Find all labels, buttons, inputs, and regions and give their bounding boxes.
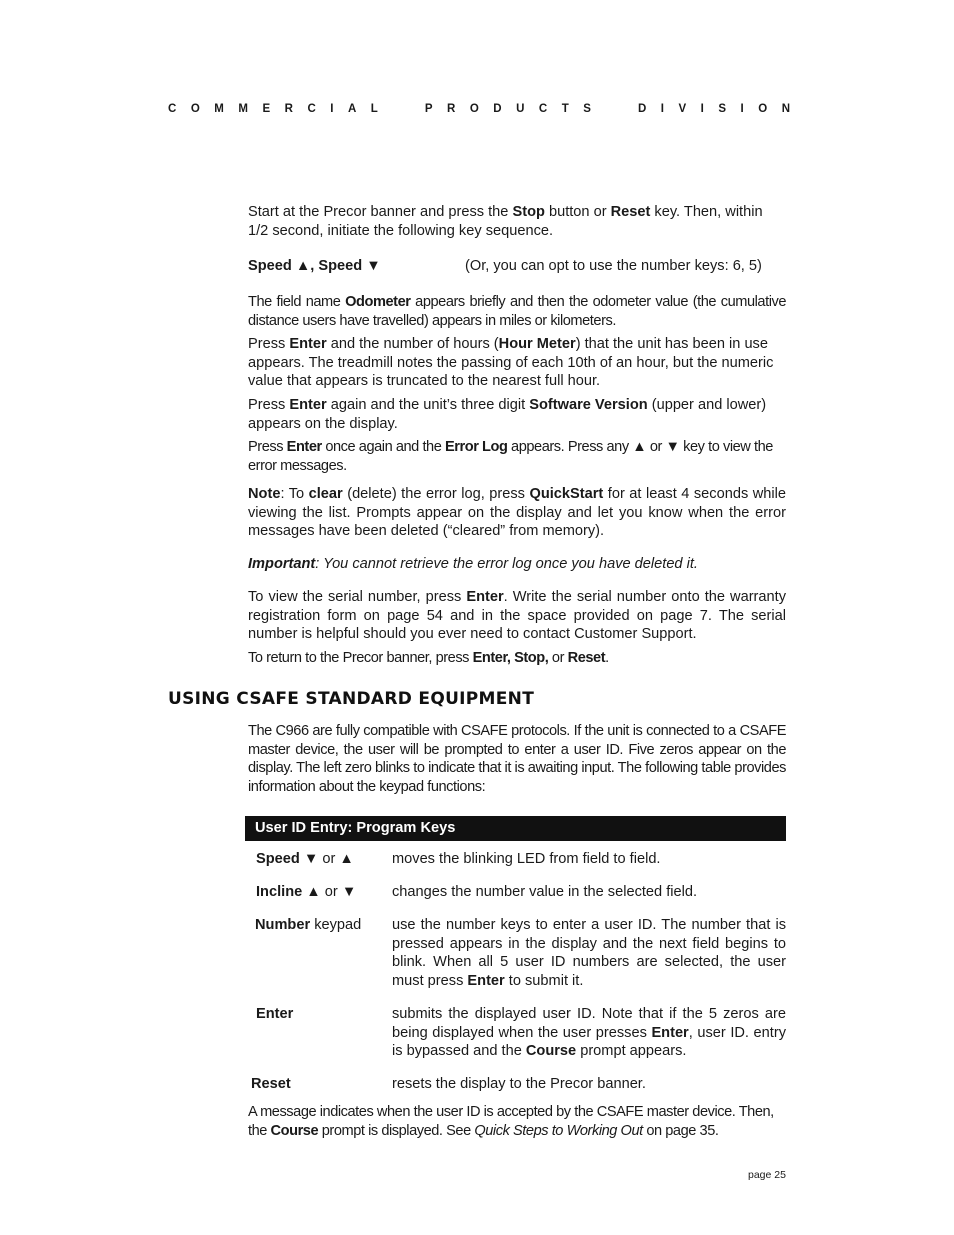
intro-paragraph: Start at the Precor banner and press the Stop button or Reset key. Then, within 1/2 second, initiate the following key sequence. [248,204,763,239]
header-letter: V [678,103,687,115]
header-letter: M [238,103,248,115]
header-letter: O [190,103,200,115]
running-header [168,100,790,119]
table-row-key: Number keypad [255,917,362,933]
odometer-paragraph: The field name Odometer appears briefly and then the odometer value (the cumulative distance users have travelled) appears in miles or kilometers. [248,294,786,329]
header-letter: S [583,103,591,115]
section-heading: USING CSAFE STANDARD EQUIPMENT [168,689,535,709]
header-letter: I [740,103,744,115]
header-letter: M [214,103,224,115]
table-row-key: Enter [256,1006,294,1022]
header-letter: T [561,103,569,115]
header-letter: R [447,103,456,115]
header-letter: I [700,103,704,115]
header-letter: S [718,103,727,115]
header-letter: N [781,103,790,115]
header-letter: C [307,103,316,115]
header-letter: A [347,103,357,115]
table-row-desc: moves the blinking LED from field to field. [392,851,661,867]
page-number: page 25 [748,1169,786,1181]
header-letter: P [424,103,433,115]
header-letter: I [330,103,334,115]
header-letter: U [516,103,525,115]
key-sequence: Speed ▲, Speed ▼ [248,258,381,274]
table-row-desc: changes the number value in the selected field. [392,884,698,900]
serial-number-paragraph: To view the serial number, press Enter. Write the serial number onto the warranty registration form on page 54 and in the space provided on page 7. The serial number is helpful should you ever need to contact Customer Support. [248,589,787,643]
closing-paragraph: A message indicates when the user ID is accepted by the CSAFE master device. Then, the Course prompt is displayed. See Quick Steps to Working Out on page 35. [248,1104,774,1139]
header-letter: D [493,103,502,115]
table-row-key: Incline ▲ or ▼ [256,884,357,900]
header-letter: I [660,103,664,115]
header-letter: R [284,103,293,115]
software-version-paragraph: Press Enter again and the unit’s three digit Software Version (upper and lower) appears on the display. [248,397,767,432]
note-paragraph: Note: To clear (delete) the error log, press QuickStart for at least 4 seconds while viewing the list. Prompts appear on the display and let you know when the error messages have been deleted (“cleared” from memory). [248,486,786,540]
header-letter: O [469,103,479,115]
important-paragraph: Important: You cannot retrieve the error log once you have deleted it. [248,556,698,572]
header-letter: D [637,103,647,115]
header-letter: E [262,103,271,115]
header-letter: L [370,103,378,115]
key-sequence-note: (Or, you can opt to use the number keys: 6, 5) [465,258,762,274]
hour-meter-paragraph: Press Enter and the number of hours (Hour Meter) that the unit has been in use appears. The treadmill notes the passing of each 10th of an hour, but the numeric value that appears is truncated to the nearest full hour. [248,336,774,390]
return-paragraph: To return to the Precor banner, press Enter, Stop, or Reset. [248,650,609,666]
table-row-desc: resets the display to the Precor banner. [392,1076,646,1092]
header-letter: C [168,103,177,115]
header-letter: C [538,103,548,115]
table-row-key: Speed ▼ or ▲ [256,851,354,867]
header-letter: O [758,103,768,115]
header-word-1 [168,100,378,119]
table-heading: User ID Entry: Program Keys [245,816,786,841]
header-word-3 [638,100,790,119]
table-row-key: Reset [251,1076,291,1092]
header-word-2 [425,100,591,119]
error-log-paragraph: Press Enter once again and the Error Log appears. Press any ▲ or ▼ key to view the error messages. [248,439,773,474]
table-row-desc: use the number keys to enter a user ID. The number that is pressed appears in the display and the next field begins to blink. When all 5 user ID numbers are selected, the user must press Enter to submit it. [392,917,786,990]
csafe-intro-paragraph: The C966 are fully compatible with CSAFE protocols. If the unit is connected to a CSAFE master device, the user will be prompted to enter a user ID. Five zeros appear on the display. The left zero blinks to indicate that it is awaiting input. The following table provides information about the keypad functions: [248,723,786,796]
table-row-desc: submits the displayed user ID. Note that if the 5 zeros are being displayed when the user presses Enter, user ID. entry is bypassed and the Course prompt appears. [392,1006,786,1060]
